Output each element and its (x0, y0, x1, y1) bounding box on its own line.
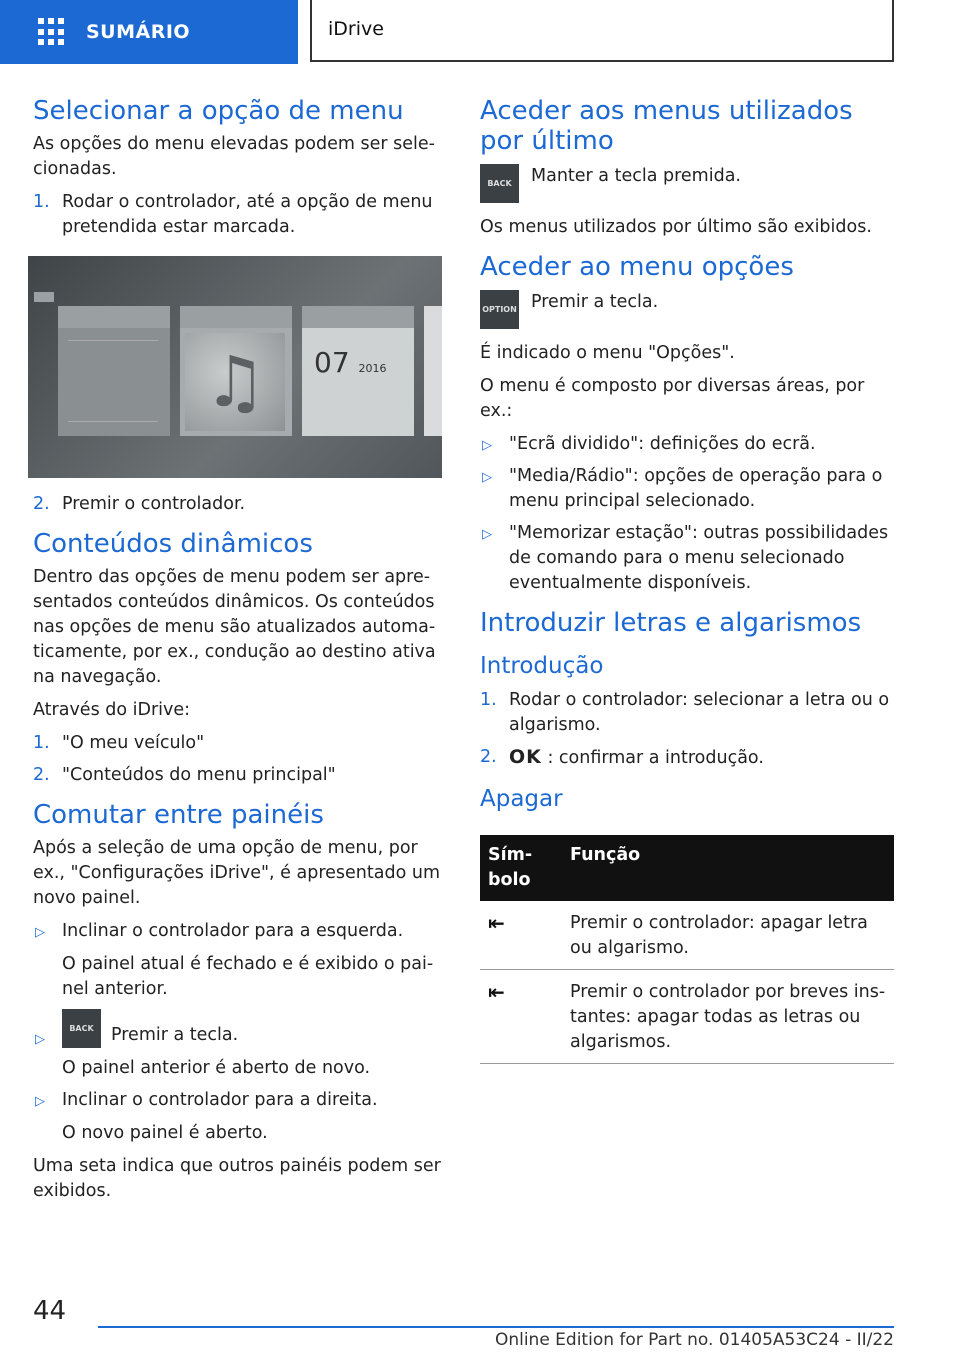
steps-list (480, 688, 894, 771)
subheading-delete: Apagar (480, 786, 563, 812)
item-text: "Media/Rádio": opções de operação para o menu principal selecionado. (509, 466, 883, 511)
item-text: Premir a tecla. (111, 1025, 239, 1045)
triangle-bullet-icon: ▷ (482, 470, 492, 485)
ok-icon: OK (509, 746, 542, 768)
item-text: "Memorizar estação": outras possibilidades de comando para o menu selecionado eventualmente disponíveis. (509, 523, 889, 593)
page-number: 44 (33, 1296, 67, 1326)
numbered-list (33, 731, 447, 788)
item-text: "Conteúdos do menu principal" (62, 765, 336, 785)
footer-divider (98, 1326, 894, 1328)
list-item (33, 1009, 447, 1081)
screen-panel-music (180, 306, 292, 436)
bullet-list (33, 919, 447, 1146)
item-text: Inclinar o controlador para a direita. (62, 1090, 378, 1110)
section-switch-panels (33, 800, 447, 1204)
key-instruction (480, 164, 894, 203)
triangle-bullet-icon: ▷ (35, 1094, 45, 1109)
screen-panel-date (302, 306, 414, 436)
list-item (33, 190, 447, 240)
delete-arrow-icon: ⇤ (480, 901, 562, 970)
list-item (33, 731, 447, 756)
section-dynamic-content (33, 529, 447, 788)
paragraph: Dentro das opções de menu podem ser apre-sentados conteúdos dinâmicos. Os conteúdos nas opções de menu são atualizados automa-ticamente, por ex., condução ao destino ativa na navegação. (33, 567, 436, 687)
item-text: "O meu veículo" (62, 733, 205, 753)
step-text: Rodar o controlador: selecionar a letra ou o algarismo. (509, 690, 890, 735)
item-number: 1. (33, 733, 50, 753)
symbol-table (480, 835, 894, 1064)
section-options-menu (480, 252, 894, 596)
paragraph: Após a seleção de uma opção de menu, por ex., "Configurações iDrive", é apresentado um novo painel. (33, 838, 440, 908)
step-number: 2. (33, 494, 50, 514)
table-cell: Premir o controlador por breves ins-tantes: apagar todas as letras ou algarismos. (562, 970, 894, 1064)
list-item (480, 521, 894, 596)
steps-list (33, 492, 447, 517)
heading-dynamic-content: Conteúdos dinâmicos (33, 529, 313, 559)
item-text: "Ecrã dividido": definições do ecrã. (509, 434, 816, 454)
screen-date (314, 346, 387, 379)
list-item (33, 763, 447, 788)
back-key-icon: BACK (480, 164, 519, 203)
key-instruction (480, 290, 894, 329)
triangle-bullet-icon: ▷ (35, 925, 45, 940)
heading-select-menu-option: Selecionar a opção de menu (33, 96, 404, 126)
step-text: : confirmar a introdução. (547, 748, 764, 768)
table-row (480, 970, 894, 1064)
item-subtext: O painel atual é fechado e é exibido o pai-nel anterior. (62, 954, 434, 999)
heading-switch-panels: Comutar entre painéis (33, 800, 324, 830)
section-header (310, 0, 894, 62)
triangle-bullet-icon: ▷ (482, 438, 492, 453)
paragraph: Os menus utilizados por último são exibidos. (480, 217, 872, 237)
triangle-bullet-icon: ▷ (35, 1032, 45, 1047)
table-row (480, 901, 894, 970)
step-number: 1. (33, 192, 50, 212)
step-number: 2. (480, 747, 497, 767)
table-cell: Premir o controlador: apagar letra ou algarismo. (562, 901, 894, 970)
section-letters-numbers (480, 608, 894, 813)
step-number: 1. (480, 690, 497, 710)
footer-edition: Online Edition for Part no. 01405A53C24 - II/22 (494, 1330, 894, 1350)
heading-letters-numbers: Introduzir letras e algarismos (480, 608, 862, 638)
table-header-function: Função (562, 835, 894, 901)
list-item (33, 492, 447, 517)
back-key-icon: BACK (62, 1009, 101, 1048)
screen-date-day: 07 (314, 346, 350, 379)
contents-tab[interactable] (0, 0, 298, 64)
step-text: Rodar o controlador, até a opção de menu pretendida estar marcada. (62, 192, 433, 237)
item-number: 2. (33, 765, 50, 785)
music-note-icon: ♫ (185, 333, 285, 431)
paragraph: Através do iDrive: (33, 700, 191, 720)
screen-panel-vehicle (58, 306, 170, 436)
paragraph: É indicado o menu "Opções". (480, 343, 735, 363)
right-column (480, 96, 894, 1064)
idrive-screen-image (28, 256, 442, 478)
subheading-input: Introdução (480, 653, 604, 679)
step-text: Premir o controlador. (62, 494, 246, 514)
option-key-icon: OPTION (480, 290, 519, 329)
paragraph: Uma seta indica que outros painéis podem ser exibidos. (33, 1156, 441, 1201)
paragraph: As opções do menu elevadas podem ser sele-cionadas. (33, 134, 435, 179)
triangle-bullet-icon: ▷ (482, 527, 492, 542)
bullet-list (480, 432, 894, 596)
contents-tab-label: SUMÁRIO (86, 21, 191, 43)
delete-arrow-icon: ⇤ (480, 970, 562, 1064)
steps-list (33, 190, 447, 240)
left-column (33, 96, 447, 1212)
list-item (33, 919, 447, 1002)
key-text: Manter a tecla premida. (531, 166, 741, 186)
list-item (480, 688, 894, 738)
table-header-symbol: Sím-bolo (480, 835, 562, 901)
item-text: Inclinar o controlador para a esquerda. (62, 921, 404, 941)
item-subtext: O painel anterior é aberto de novo. (62, 1058, 371, 1078)
list-item (480, 464, 894, 514)
screen-panel-partial (424, 306, 442, 436)
heading-options-menu: Aceder ao menu opções (480, 252, 794, 282)
paragraph: O menu é composto por diversas áreas, por ex.: (480, 376, 865, 421)
section-title: iDrive (328, 18, 384, 40)
list-item (33, 1088, 447, 1146)
item-subtext: O novo painel é aberto. (62, 1123, 268, 1143)
screen-panel-lines (68, 340, 158, 422)
grid-menu-icon (38, 18, 66, 46)
heading-last-used-menus: Aceder aos menus utilizados por último (480, 96, 853, 156)
screen-date-year: 2016 (358, 362, 387, 375)
list-item (480, 745, 894, 771)
key-text: Premir a tecla. (531, 292, 659, 312)
screen-status-icon (34, 292, 54, 302)
list-item (480, 432, 894, 457)
